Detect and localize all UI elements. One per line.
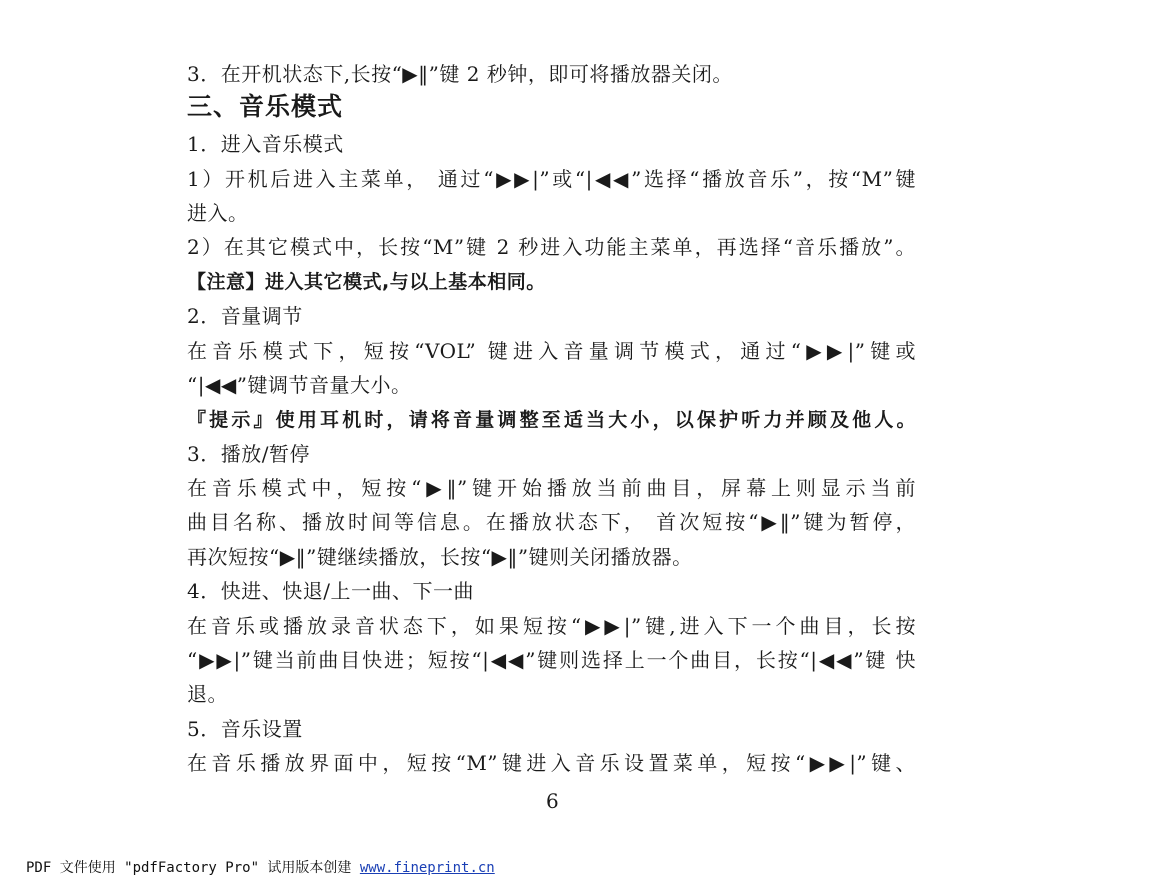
page-number: 6 xyxy=(546,789,559,813)
section-heading-music-mode: 三、音乐模式 xyxy=(187,92,344,121)
subheading-enter-music-mode: 1．进入音乐模式 xyxy=(187,132,344,156)
footer-link[interactable]: www.fineprint.cn xyxy=(359,860,495,876)
play-paragraph-line-1: 在音乐模式中，短按“▶‖”键开始播放当前曲目，屏幕上则显示当前 xyxy=(187,476,916,500)
settings-paragraph-line-1: 在音乐播放界面中，短按“M”键进入音乐设置菜单，短按“▶▶|”键、 xyxy=(187,751,916,775)
play-paragraph-line-3: 再次短按“▶‖”键继续播放，长按“▶‖”键则关闭播放器。 xyxy=(187,545,693,569)
subheading-music-settings: 5．音乐设置 xyxy=(187,717,303,741)
power-off-instruction: 3．在开机状态下,长按“▶‖”键 2 秒钟，即可将播放器关闭。 xyxy=(187,62,733,86)
skip-paragraph-line-3: 退。 xyxy=(187,682,228,706)
volume-paragraph-line-2: “|◀◀”键调节音量大小。 xyxy=(187,373,412,397)
skip-paragraph-line-1: 在音乐或播放录音状态下，如果短按“▶▶|”键,进入下一个曲目，长按 xyxy=(187,614,916,638)
volume-paragraph-line-1: 在音乐模式下，短按“VOL” 键进入音量调节模式，通过“▶▶|”键或 xyxy=(187,339,916,363)
subheading-skip-seek: 4．快进、快退/上一曲、下一曲 xyxy=(187,579,474,603)
enter-music-step-2: 2）在其它模式中，长按“M”键 2 秒进入功能主菜单，再选择“音乐播放”。 xyxy=(187,235,916,259)
note-paragraph: 【注意】进入其它模式,与以上基本相同。 xyxy=(187,271,546,293)
footer-text: PDF 文件使用 "pdfFactory Pro" 试用版本创建 xyxy=(26,860,360,876)
pdf-footer xyxy=(26,858,495,878)
skip-paragraph-line-2: “▶▶|”键当前曲目快进；短按“|◀◀”键则选择上一个曲目，长按“|◀◀”键 快 xyxy=(187,648,916,672)
subheading-volume: 2．音量调节 xyxy=(187,304,303,328)
enter-music-step-1-continued: 进入。 xyxy=(187,201,249,225)
subheading-play-pause: 3．播放/暂停 xyxy=(187,442,310,466)
play-paragraph-line-2: 曲目名称、播放时间等信息。在播放状态下， 首次短按“▶‖”键为暂停， xyxy=(187,510,916,534)
enter-music-step-1: 1）开机后进入主菜单， 通过“▶▶|”或“|◀◀”选择“播放音乐”，按“M”键 xyxy=(187,167,916,191)
tip-paragraph: 『提示』使用耳机时，请将音量调整至适当大小，以保护听力并顾及他人。 xyxy=(187,409,916,431)
